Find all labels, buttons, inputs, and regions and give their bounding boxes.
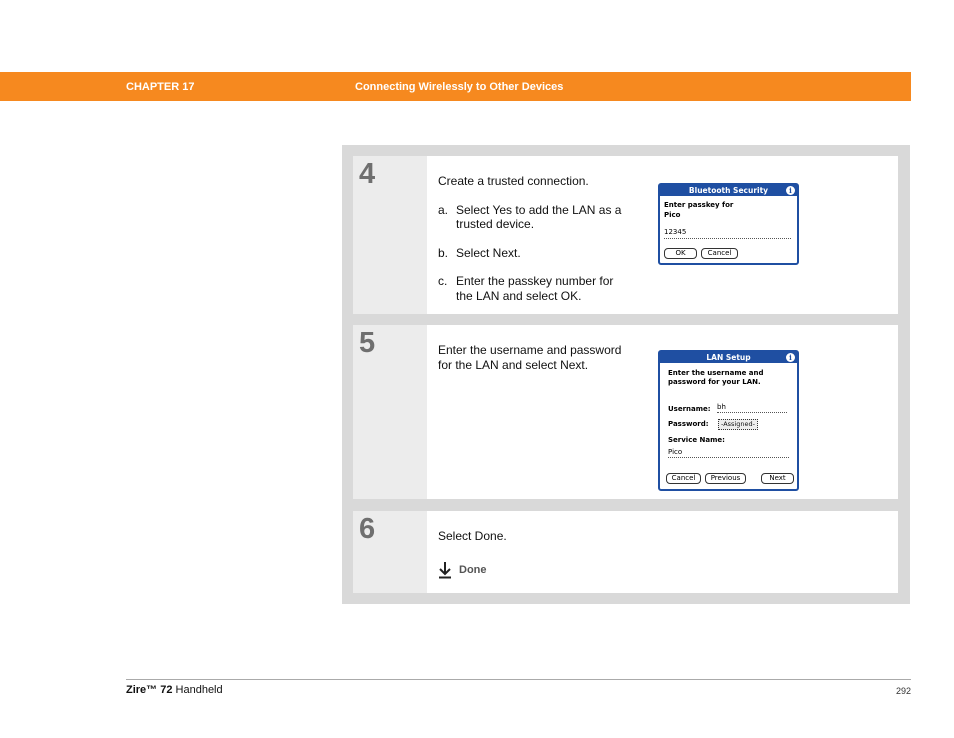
- dialog-title-bar: [660, 352, 797, 363]
- username-input[interactable]: bh: [717, 403, 726, 411]
- step-6: [353, 511, 898, 593]
- product-name: Zire™ 72: [126, 684, 173, 696]
- chapter-header-bar: [0, 72, 911, 101]
- list-text: Enter the passkey number for the LAN and select OK.: [456, 274, 614, 303]
- list-item: [438, 274, 633, 303]
- list-text: Select Yes to add the LAN as a trusted device.: [456, 202, 622, 231]
- dialog-title: Bluetooth Security: [688, 186, 769, 195]
- cancel-button[interactable]: Cancel: [701, 248, 738, 259]
- step-instructions: [438, 174, 633, 303]
- passkey-input[interactable]: 12345: [664, 228, 687, 236]
- list-marker: b.: [438, 245, 449, 260]
- done-label: Done: [459, 564, 487, 576]
- info-icon[interactable]: i: [786, 186, 795, 195]
- step-number-box: [353, 511, 427, 593]
- step-number: 4: [359, 158, 376, 190]
- down-arrow-icon: [438, 561, 452, 579]
- previous-button[interactable]: Previous: [705, 473, 746, 484]
- step-body: [427, 156, 898, 314]
- lan-setup-dialog: [658, 350, 799, 491]
- step-4: [353, 156, 898, 314]
- step-number: 5: [359, 327, 376, 359]
- step-body: [427, 511, 898, 593]
- dialog-prompt: Enter the username and password for your LAN.: [668, 369, 764, 386]
- service-name-underline: [668, 457, 789, 458]
- chapter-title: Connecting Wirelessly to Other Devices: [355, 81, 564, 93]
- bluetooth-security-dialog: [658, 183, 799, 265]
- step-number-box: [353, 325, 427, 499]
- list-text: Select Next.: [456, 245, 521, 260]
- list-item: [438, 246, 633, 261]
- steps-panel: [342, 145, 910, 604]
- service-name-input[interactable]: Pico: [668, 448, 683, 456]
- step-number: 6: [359, 513, 376, 545]
- chapter-number: CHAPTER 17: [126, 81, 195, 93]
- password-selector[interactable]: -Assigned-: [718, 419, 758, 430]
- footer-product: [126, 684, 223, 696]
- step-intro: Select Done.: [438, 529, 507, 543]
- dialog-title: LAN Setup: [706, 353, 751, 362]
- step-5: [353, 325, 898, 499]
- passkey-underline: [664, 238, 791, 239]
- done-action[interactable]: [438, 561, 487, 579]
- cancel-button[interactable]: Cancel: [666, 473, 701, 484]
- service-name-label: Service Name:: [668, 436, 725, 444]
- page-number: 292: [895, 686, 911, 696]
- footer-divider: [126, 679, 911, 680]
- step-instructions: [438, 529, 633, 544]
- username-underline: [717, 412, 787, 413]
- step-intro: Enter the username and password for the LAN and select Next.: [438, 343, 622, 372]
- ok-button[interactable]: OK: [664, 248, 697, 259]
- step-body: [427, 325, 898, 499]
- product-suffix: Handheld: [172, 684, 223, 696]
- list-item: [438, 203, 633, 232]
- step-instructions: [438, 343, 628, 372]
- next-button[interactable]: Next: [761, 473, 794, 484]
- info-icon[interactable]: i: [786, 353, 795, 362]
- list-marker: a.: [438, 202, 449, 217]
- device-name: Pico: [664, 211, 681, 219]
- password-label: Password:: [668, 420, 709, 428]
- username-label: Username:: [668, 405, 711, 413]
- passkey-label: Enter passkey for: [664, 201, 734, 209]
- list-marker: c.: [438, 274, 448, 288]
- step-number-box: [353, 156, 427, 314]
- step-intro: Create a trusted connection.: [438, 174, 589, 188]
- dialog-title-bar: [660, 185, 797, 196]
